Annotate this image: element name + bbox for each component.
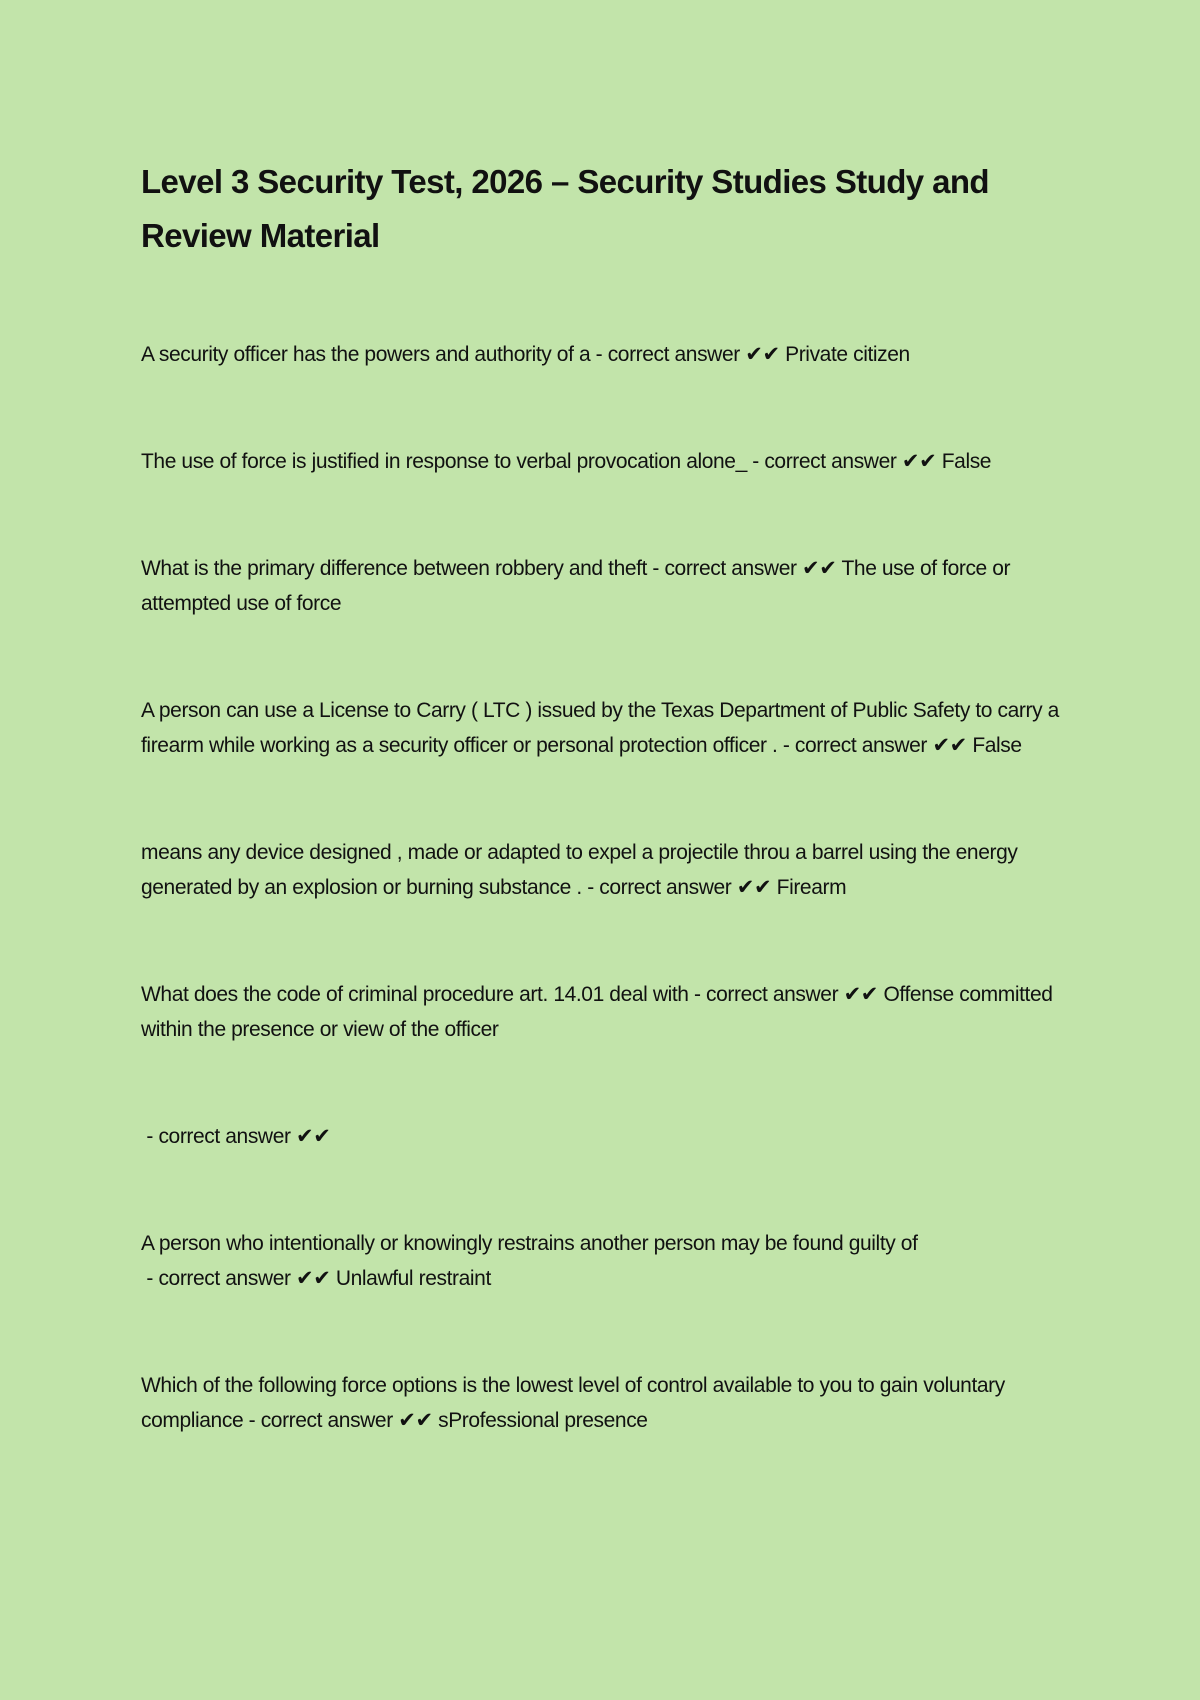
double-check-icon: ✔✔	[932, 734, 967, 757]
answer-text: Private citizen	[785, 343, 910, 366]
double-check-icon: ✔✔	[843, 983, 879, 1006]
answer-separator: - correct answer	[688, 983, 844, 1006]
qa-item	[141, 444, 1061, 479]
question-text: means any device designed , made or adapted to expel a projectile throu a barrel using the energy generated by an explosion or burning substance .	[141, 841, 1018, 899]
answer-text: False	[972, 734, 1022, 757]
qa-item	[141, 551, 1061, 621]
answer-text: sProfessional presence	[438, 1409, 648, 1432]
question-answer-list	[141, 337, 1070, 1438]
double-check-icon: ✔✔	[398, 1409, 433, 1432]
double-check-icon: ✔✔	[736, 876, 772, 899]
answer-separator: - correct answer	[581, 876, 737, 899]
answer-separator: - correct answer	[141, 1125, 297, 1148]
answer-separator: - correct answer	[590, 343, 746, 366]
qa-item	[141, 1119, 1061, 1154]
double-check-icon: ✔✔	[296, 1267, 331, 1290]
qa-item	[141, 1368, 1061, 1438]
question-text: Which of the following force options is the lowest level of control available to you to gain voluntary compliance	[141, 1374, 1005, 1432]
question-text: A person who intentionally or knowingly restrains another person may be found guilty of	[141, 1232, 918, 1255]
qa-item	[141, 977, 1061, 1047]
double-check-icon: ✔✔	[296, 1125, 331, 1148]
answer-text: False	[941, 450, 992, 473]
double-check-icon: ✔✔	[802, 557, 837, 580]
qa-item	[141, 835, 1061, 905]
answer-text: Offense committed within the presence or view of the officer	[141, 983, 1053, 1041]
qa-item	[141, 693, 1061, 763]
qa-item	[141, 337, 1061, 372]
question-text: A person can use a License to Carry ( LTC ) issued by the Texas Department of Public Safety to carry a firearm while working as a security officer or personal protection officer .	[141, 699, 1059, 757]
double-check-icon: ✔✔	[745, 343, 780, 366]
question-text: A security officer has the powers and authority of a	[141, 343, 591, 366]
document-title: Level 3 Security Test, 2026 – Security Studies Study and Review Material	[141, 163, 989, 254]
answer-separator: - correct answer	[777, 734, 933, 757]
answer-separator: - correct answer	[647, 557, 803, 580]
double-check-icon: ✔✔	[901, 450, 937, 473]
qa-item	[141, 1226, 1061, 1296]
answer-separator: - correct answer	[141, 1267, 297, 1290]
answer-text: Firearm	[776, 876, 847, 899]
answer-text: Unlawful restraint	[335, 1267, 491, 1290]
answer-separator: - correct answer	[746, 450, 902, 473]
question-text: What is the primary difference between robbery and theft	[141, 557, 647, 580]
question-text: The use of force is justified in response to verbal provocation alone_	[141, 450, 747, 473]
answer-separator: - correct answer	[243, 1409, 399, 1432]
question-text: What does the code of criminal procedure art. 14.01 deal with	[141, 983, 689, 1006]
answer-text: The use of force or attempted use of force	[141, 557, 1011, 615]
